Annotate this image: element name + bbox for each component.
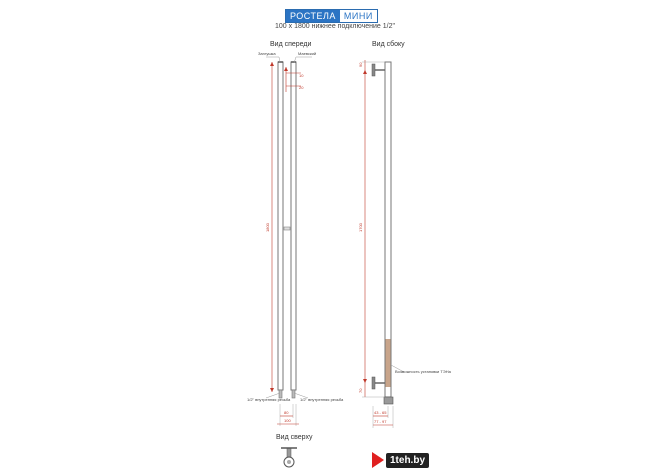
heater-label: Возможность установки ТЭНа (395, 369, 451, 374)
right-connector (292, 390, 295, 398)
thread-right-label: 1/2" внутренняя резьба (300, 397, 344, 402)
inlet-label: Заглушка (258, 51, 276, 56)
front-view-drawing (266, 57, 312, 426)
outlet-label: Маевский (298, 51, 317, 56)
bottom-wall-bracket (372, 377, 375, 389)
front-dim-bottom-2: 100 (284, 418, 291, 423)
side-bottom-connector (384, 397, 393, 404)
heater-element (386, 339, 391, 387)
brand-name-left: РОСТЕЛА (286, 10, 340, 22)
front-height-dim: 1800 (265, 223, 270, 232)
front-dim-small-1: 10 (299, 73, 304, 78)
model-subtitle: 100 x 1800 нижнее подключение 1/2" (275, 23, 395, 30)
side-height-dim: 1700 (358, 223, 363, 232)
front-dim-bottom-1: 80 (284, 410, 289, 415)
side-dim-top: 90 (358, 62, 363, 67)
top-view-drawing (281, 448, 297, 467)
front-dim-small-2: 20 (299, 85, 304, 90)
right-pipe (291, 62, 296, 390)
left-pipe (278, 62, 283, 390)
middle-bracket (284, 227, 290, 230)
top-wall-bracket (372, 64, 375, 76)
top-view-title: Вид сверху (276, 434, 313, 441)
front-view-title: Вид спереди (270, 41, 312, 48)
watermark-text: 1teh.by (386, 453, 429, 468)
side-depth-dim-1: 43 - 65 (374, 410, 387, 415)
thread-left-label: 1/2" внутренняя резьба (247, 397, 291, 402)
side-view-title: Вид сбоку (372, 41, 405, 48)
arrow-icon (372, 452, 384, 468)
watermark-logo (372, 452, 429, 468)
side-depth-dim-2: 77 - 97 (374, 419, 387, 424)
side-dim-bottom: 70 (358, 388, 363, 393)
brand-name-right: МИНИ (340, 10, 377, 22)
